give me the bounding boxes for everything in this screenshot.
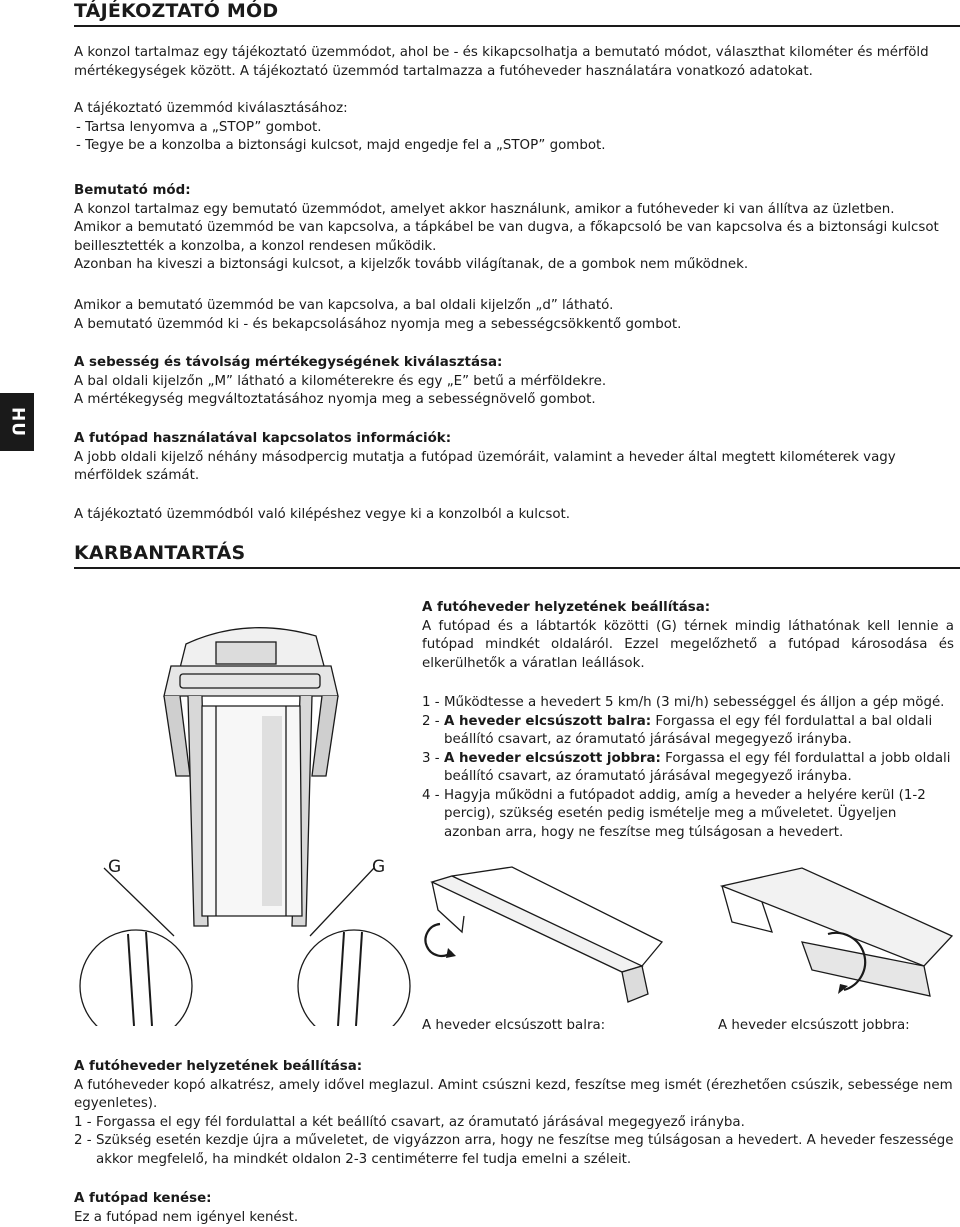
gap-label-right: G bbox=[372, 857, 386, 877]
usage-info-block bbox=[74, 430, 960, 486]
unit-select-title: A sebesség és távolság mértékegységének kiválasztása: bbox=[74, 355, 503, 370]
demo-mode-block-2 bbox=[74, 297, 960, 334]
exit-block bbox=[74, 506, 960, 525]
lubrication-block bbox=[74, 1190, 960, 1227]
demo-mode-p5: A bemutató üzemmód ki - és bekapcsolásához nyomja meg a sebességcsökkentő gombot. bbox=[74, 316, 682, 332]
belt-position-text: A futópad és a lábtartók közötti (G) térnek mindig láthatónak kell lennie a futópad mindkét oldaláról. Ezzel megelőzhető a futópad károsodása és elkerülhetők a váratlan leállások. bbox=[422, 618, 954, 671]
gap-label-left: G bbox=[108, 857, 122, 877]
unit-select-block bbox=[74, 354, 960, 410]
usage-info-title: A futópad használatával kapcsolatos információk: bbox=[74, 431, 452, 446]
belt-tension-text: A futóheveder kopó alkatrész, amely idővel meglazul. Amint csúszni kezd, feszítse meg ismét (érezhetően csúszik, sebessége nem egyenletes). bbox=[74, 1077, 953, 1111]
belt-left-detail-illustration bbox=[422, 862, 672, 1010]
info-intro bbox=[74, 44, 960, 81]
demo-mode-block bbox=[74, 182, 960, 275]
lubrication-title: A futópad kenése: bbox=[74, 1191, 212, 1206]
info-select-block bbox=[74, 100, 960, 156]
language-tab bbox=[0, 393, 34, 451]
treadmill-illustration bbox=[76, 606, 416, 1026]
info-select-step-1: - Tartsa lenyomva a „STOP” gombot. bbox=[76, 119, 322, 135]
belt-right-detail-illustration bbox=[712, 862, 960, 1010]
belt-step-2: 2 - A heveder elcsúszott balra: Forgassa el egy fél fordulattal a bal oldali beállító csavart, az óramutató járásával megegyező irányba. bbox=[422, 713, 933, 747]
belt-step-4: 4 - Hagyja működni a futópadot addig, amíg a heveder a helyére kerül (1-2 percig), szükség esetén pedig ismételje meg a műveletet. Ügyeljen azonban arra, hogy ne feszítse meg túlságosan a hevedert. bbox=[422, 787, 926, 840]
demo-mode-p3: Azonban ha kiveszi a biztonsági kulcsot, a kijelzők tovább világítanak, de a gombok nem működnek. bbox=[74, 257, 749, 272]
demo-mode-title: Bemutató mód: bbox=[74, 183, 191, 198]
info-select-step-2: - Tegye be a konzolba a biztonsági kulcsot, majd engedje fel a „STOP” gombot. bbox=[76, 138, 606, 153]
unit-select-p1: A bal oldali kijelzőn „M” látható a kilométerekre és egy „E” betű a mérföldekre. bbox=[74, 373, 607, 389]
exit-text: A tájékoztató üzemmódból való kilépéshez vegye ki a konzolból a kulcsot. bbox=[74, 507, 571, 522]
belt-tension-block bbox=[74, 1058, 960, 1169]
info-select-title: A tájékoztató üzemmód kiválasztásához: bbox=[74, 101, 348, 116]
section-title-info-mode: TÁJÉKOZTATÓ MÓD bbox=[74, 2, 960, 27]
demo-mode-p2: Amikor a bemutató üzemmód be van kapcsolva, a tápkábel be van dugva, a főkapcsoló be van kapcsolva és a biztonsági kulcsot beillesztették a konzolba, a konzol rendesen működik. bbox=[74, 220, 939, 254]
belt-position-title: A futóheveder helyzetének beállítása: bbox=[422, 600, 711, 615]
belt-tension-title: A futóheveder helyzetének beállítása: bbox=[74, 1059, 363, 1074]
info-intro-text: A konzol tartalmaz egy tájékoztató üzemmódot, ahol be - és kikapcsolhatja a bemutató módot, választhat kilométer és mérföld mértékegységek között. A tájékoztató üzemmód tartalmazza a futóheveder használatára vonatkozó adatokat. bbox=[74, 45, 929, 79]
belt-position-intro bbox=[422, 599, 954, 673]
belt-tension-step-1: 1 - Forgassa el egy fél fordulattal a két beállító csavart, az óramutató járásával megegyező irányba. bbox=[74, 1114, 745, 1130]
demo-mode-p1: A konzol tartalmaz egy bemutató üzemmódot, amelyet akkor használunk, amikor a futóheveder ki van állítva az üzletben. bbox=[74, 201, 895, 217]
section-title-maintenance: KARBANTARTÁS bbox=[74, 544, 960, 569]
usage-info-p1: A jobb oldali kijelző néhány másodpercig mutatja a futópad üzemóráit, valamint a heveder által megtett kilométerek vagy mérföldek számát. bbox=[74, 449, 896, 483]
lubrication-text: Ez a futópad nem igényel kenést. bbox=[74, 1209, 299, 1225]
belt-tension-step-2: 2 - Szükség esetén kezdje újra a műveletet, de vigyázzon arra, hogy ne feszítse meg túlságosan a hevedert. A heveder feszessége akkor megfelelő, ha mindkét oldalon 2-3 centiméterre fel tudja emelni a széleit. bbox=[74, 1133, 954, 1167]
belt-step-3: 3 - A heveder elcsúszott jobbra: Forgassa el egy fél fordulattal a jobb oldali beállító csavart, az óramutató járásával megegyező irányba. bbox=[422, 750, 951, 784]
caption-belt-left: A heveder elcsúszott balra: bbox=[422, 1018, 606, 1033]
unit-select-p2: A mértékegység megváltoztatásához nyomja meg a sebességnövelő gombot. bbox=[74, 392, 596, 407]
caption-belt-right: A heveder elcsúszott jobbra: bbox=[718, 1018, 910, 1033]
language-tab-label: HU bbox=[7, 406, 28, 438]
demo-mode-p4: Amikor a bemutató üzemmód be van kapcsolva, a bal oldali kijelzőn „d” látható. bbox=[74, 298, 614, 313]
belt-step-1: 1 - Működtesse a hevedert 5 km/h (3 mi/h) sebességgel és álljon a gép mögé. bbox=[422, 695, 945, 710]
belt-position-steps bbox=[422, 694, 954, 842]
arrow-head-icon bbox=[446, 948, 456, 958]
